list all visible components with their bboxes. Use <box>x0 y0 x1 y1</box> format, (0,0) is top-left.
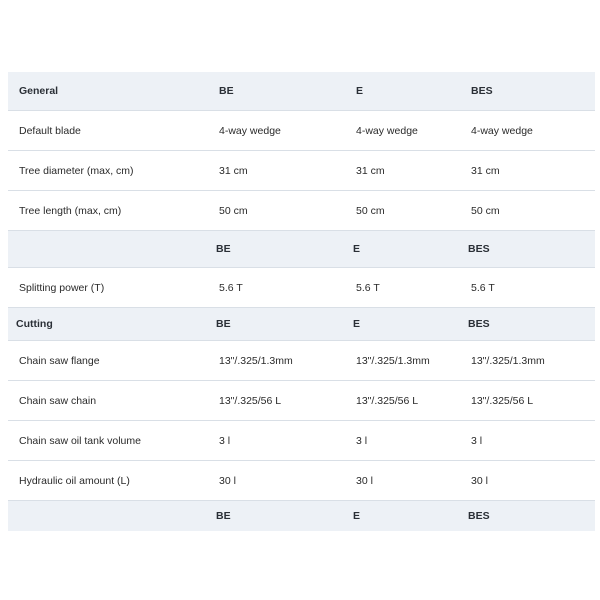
row-label: Default blade <box>8 111 208 151</box>
value-be: 4-way wedge <box>208 111 345 151</box>
value-be: 50 cm <box>208 191 345 231</box>
value-bes: 13"/.325/56 L <box>460 381 595 421</box>
section-title-general: General <box>8 72 208 111</box>
column-header-e: E <box>345 231 460 268</box>
value-e: 5.6 T <box>345 268 460 308</box>
column-header-e: E <box>345 501 460 532</box>
column-header-bes: BES <box>460 72 595 111</box>
value-e: 31 cm <box>345 151 460 191</box>
value-bes: 3 l <box>460 421 595 461</box>
column-header-be: BE <box>208 72 345 111</box>
specifications-table <box>8 72 595 531</box>
value-bes: 13"/.325/1.3mm <box>460 341 595 381</box>
table-row-tree-length <box>8 191 595 231</box>
section-title-empty <box>8 231 208 268</box>
table-row-default-blade <box>8 111 595 151</box>
value-e: 13"/.325/56 L <box>345 381 460 421</box>
value-bes: 30 l <box>460 461 595 501</box>
section-title-cutting: Cutting <box>8 308 208 341</box>
value-be: 13"/.325/1.3mm <box>208 341 345 381</box>
value-e: 13"/.325/1.3mm <box>345 341 460 381</box>
table-row-oil-tank-volume <box>8 421 595 461</box>
row-label: Chain saw oil tank volume <box>8 421 208 461</box>
section-header-row-cutting <box>8 308 595 341</box>
column-header-be: BE <box>208 308 345 341</box>
column-header-e: E <box>345 72 460 111</box>
value-bes: 50 cm <box>460 191 595 231</box>
row-label: Chain saw chain <box>8 381 208 421</box>
value-be: 3 l <box>208 421 345 461</box>
row-label: Tree length (max, cm) <box>8 191 208 231</box>
section-header-row-footer <box>8 501 595 532</box>
table-row-chain-saw-flange <box>8 341 595 381</box>
row-label: Splitting power (T) <box>8 268 208 308</box>
value-bes: 31 cm <box>460 151 595 191</box>
value-be: 13"/.325/56 L <box>208 381 345 421</box>
value-e: 30 l <box>345 461 460 501</box>
column-header-bes: BES <box>460 231 595 268</box>
value-bes: 4-way wedge <box>460 111 595 151</box>
section-header-row-splitting <box>8 231 595 268</box>
value-be: 30 l <box>208 461 345 501</box>
column-header-bes: BES <box>460 308 595 341</box>
row-label: Hydraulic oil amount (L) <box>8 461 208 501</box>
table-row-hydraulic-oil <box>8 461 595 501</box>
section-title-empty <box>8 501 208 532</box>
value-be: 5.6 T <box>208 268 345 308</box>
table-row-chain-saw-chain <box>8 381 595 421</box>
value-e: 3 l <box>345 421 460 461</box>
table-row-splitting-power <box>8 268 595 308</box>
value-e: 50 cm <box>345 191 460 231</box>
table-row-tree-diameter <box>8 151 595 191</box>
value-bes: 5.6 T <box>460 268 595 308</box>
value-be: 31 cm <box>208 151 345 191</box>
row-label: Chain saw flange <box>8 341 208 381</box>
column-header-bes: BES <box>460 501 595 532</box>
column-header-e: E <box>345 308 460 341</box>
specifications-table-body <box>8 72 595 531</box>
column-header-be: BE <box>208 231 345 268</box>
row-label: Tree diameter (max, cm) <box>8 151 208 191</box>
value-e: 4-way wedge <box>345 111 460 151</box>
column-header-be: BE <box>208 501 345 532</box>
section-header-row-general <box>8 72 595 111</box>
